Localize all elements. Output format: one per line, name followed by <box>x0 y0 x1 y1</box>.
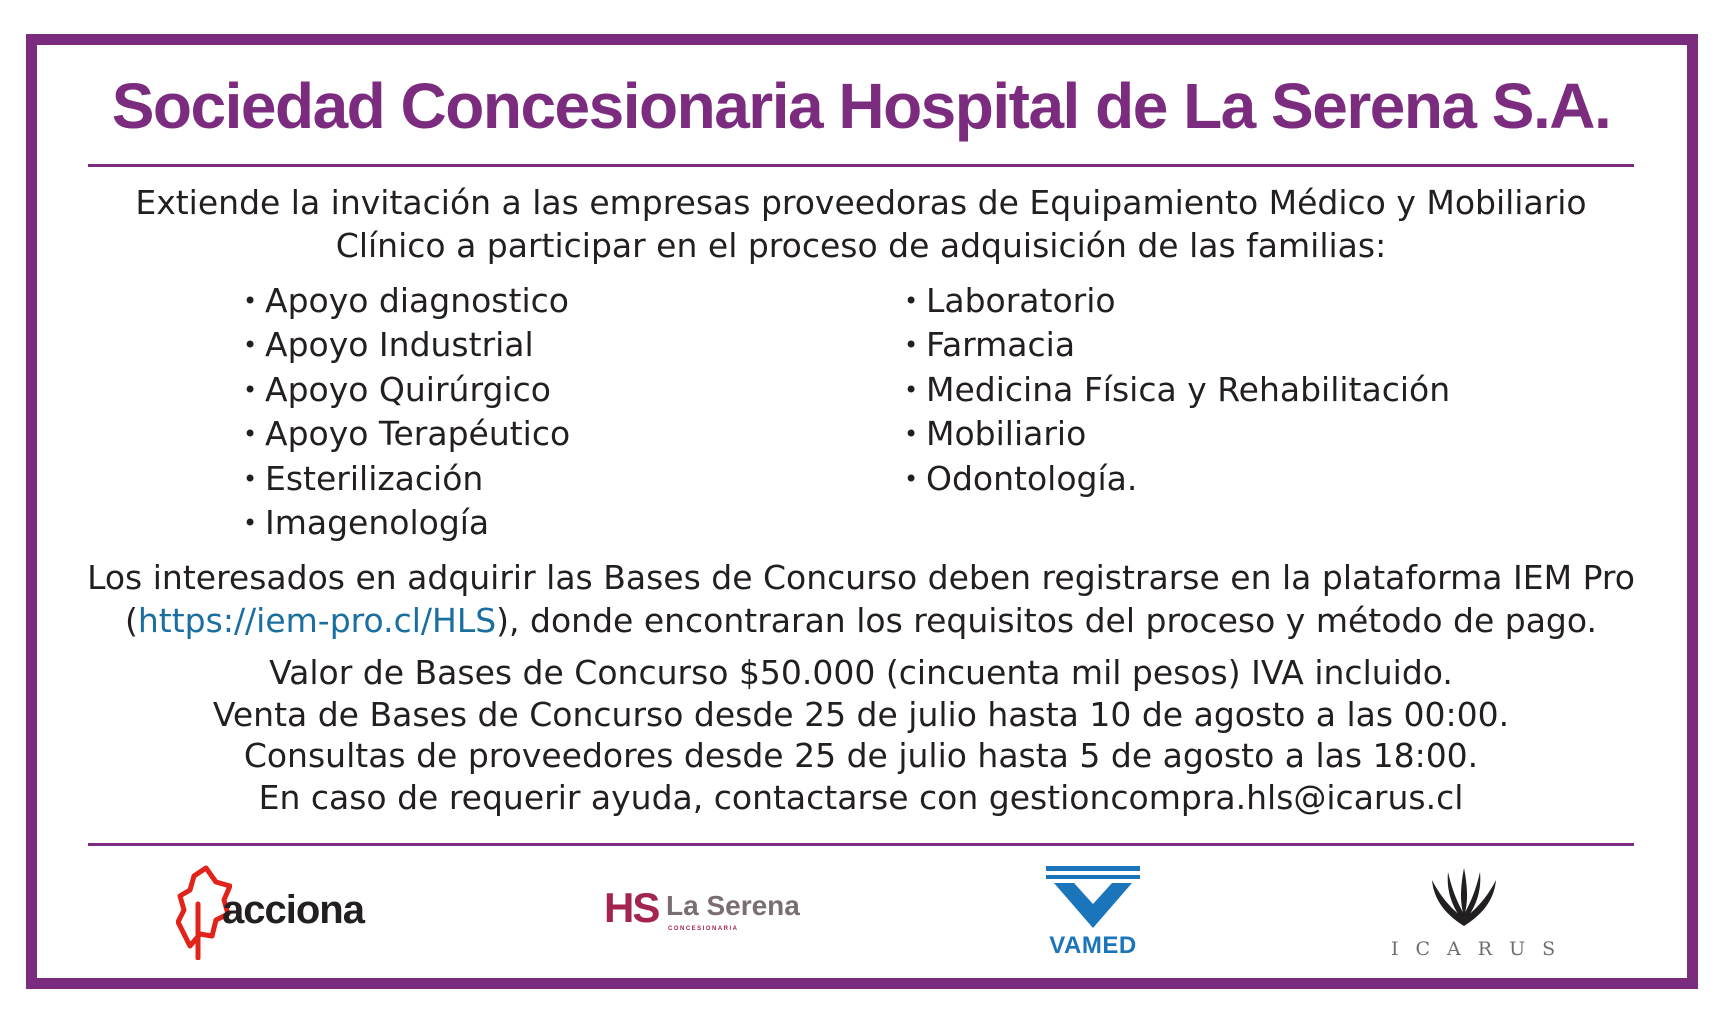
icarus-wings-icon <box>1374 866 1554 932</box>
registration-rest: ), donde encontraran los requisitos del proceso y método de pago. <box>496 601 1597 640</box>
icarus-logo <box>1374 866 1573 962</box>
list-item: • Imagenología <box>243 501 570 545</box>
page-title: Sociedad Concesionaria Hospital de La Serena S.A. <box>111 70 1611 142</box>
list-item: • Laboratorio <box>904 279 1450 323</box>
bottom-divider <box>88 843 1634 846</box>
families-list-right <box>904 279 1450 501</box>
families-list-left <box>243 279 570 545</box>
icarus-wordmark: ICARUS <box>1391 938 1573 960</box>
details-line: En caso de requerir ayuda, contactarse con gestioncompra.hls@icarus.cl <box>258 777 1464 817</box>
hls-mark: HS <box>604 884 659 931</box>
details-line: Valor de Bases de Concurso $50.000 (cincuenta mil pesos) IVA incluido. <box>269 653 1453 692</box>
list-item: • Apoyo diagnostico <box>243 279 570 323</box>
details-line: Consultas de proveedores desde 25 de julio hasta 5 de agosto a las 18:00. <box>243 736 1479 775</box>
list-item: • Apoyo Quirúrgico <box>243 368 570 412</box>
acciona-wordmark: acciona <box>222 888 364 932</box>
list-item: • Apoyo Industrial <box>243 323 570 367</box>
intro-line: Clínico a participar en el proceso de adquisición de las familias: <box>335 226 1387 265</box>
list-item: • Farmacia <box>904 323 1450 367</box>
registration-line: Los interesados en adquirir las Bases de Concurso deben registrarse en la plataforma IEM Pro <box>87 558 1635 597</box>
list-item: • Esterilización <box>243 457 570 501</box>
list-item: • Mobiliario <box>904 412 1450 456</box>
vamed-v-icon <box>1034 866 1152 930</box>
open-paren: ( <box>125 601 138 640</box>
list-item: • Medicina Física y Rehabilitación <box>904 368 1450 412</box>
iem-pro-link[interactable]: https://iem-pro.cl/HLS <box>137 601 497 640</box>
hls-logo <box>604 884 834 944</box>
intro-line: Extiende la invitación a las empresas proveedoras de Equipamiento Médico y Mobiliario <box>135 183 1587 222</box>
registration-text <box>0 556 1722 642</box>
registration-line <box>0 599 1722 642</box>
details-text <box>0 652 1722 818</box>
list-item: • Odontología. <box>904 457 1450 501</box>
hls-subtitle: CONCESIONARIA <box>668 926 739 932</box>
vamed-logo <box>1034 866 1152 962</box>
list-item: • Apoyo Terapéutico <box>243 412 570 456</box>
vamed-wordmark: VAMED <box>1049 932 1137 959</box>
hls-name: La Serena <box>666 890 800 921</box>
top-divider <box>88 164 1634 167</box>
details-line: Venta de Bases de Concurso desde 25 de julio hasta 10 de agosto a las 00:00. <box>212 694 1510 734</box>
intro-text <box>0 181 1722 267</box>
acciona-logo <box>176 864 396 960</box>
